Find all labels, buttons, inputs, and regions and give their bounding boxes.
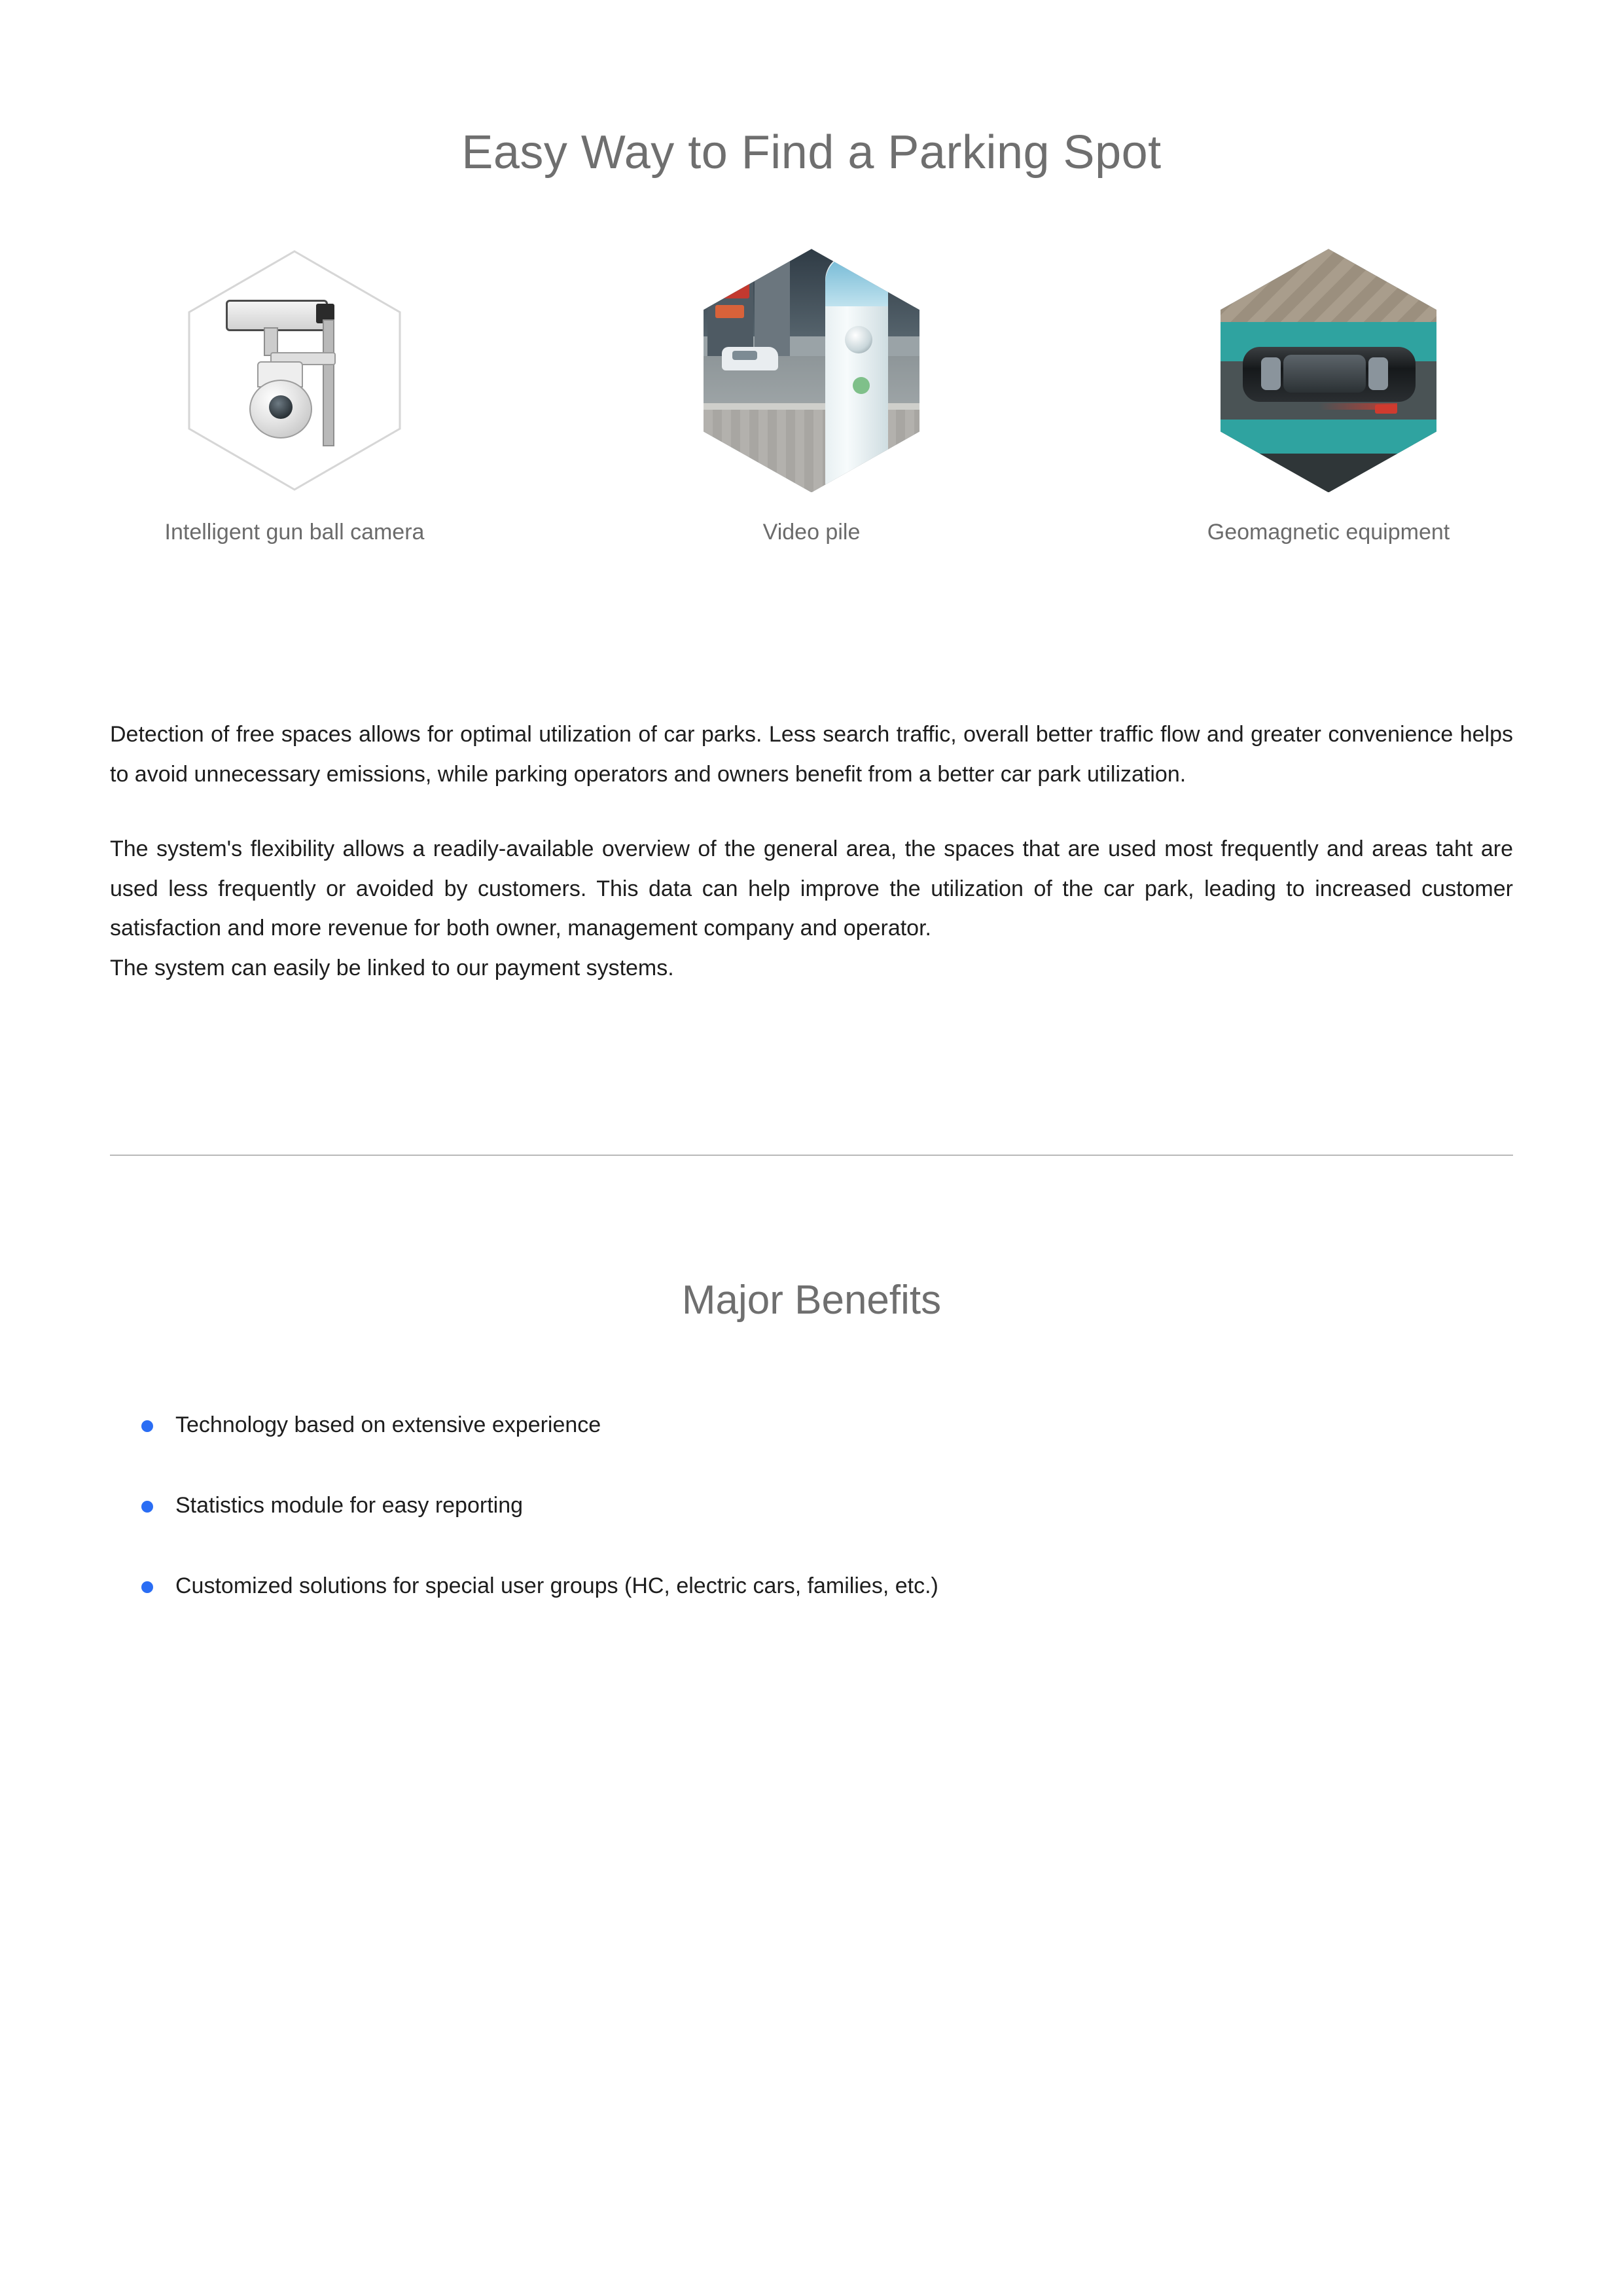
feature-row — [110, 243, 1513, 548]
hex-frame-video-pile — [694, 243, 929, 498]
benefit-text: Technology based on extensive experience — [175, 1412, 601, 1438]
list-item — [110, 1408, 1513, 1442]
body-paragraph-1: Detection of free spaces allows for optimal utilization of car parks. Less search traffic, overall better traffic flow and greater convenience helps to avoid unnecessary emissions, while parking operators and owners benefit from a better car park utilization. — [110, 722, 1513, 787]
page-title: Easy Way to Find a Parking Spot — [461, 126, 1162, 179]
video-pile-icon — [704, 249, 919, 492]
list-item — [110, 1489, 1513, 1522]
bullet-icon — [141, 1420, 153, 1432]
geomagnetic-equipment-icon — [1221, 249, 1436, 492]
hex-frame-camera — [177, 243, 412, 498]
gun-ball-camera-icon — [187, 249, 402, 492]
feature-caption: Video pile — [762, 520, 861, 545]
body-text — [110, 715, 1513, 988]
bullet-icon — [141, 1501, 153, 1513]
benefit-text: Customized solutions for special user groups (HC, electric cars, families, etc.) — [175, 1573, 938, 1599]
bullet-icon — [141, 1581, 153, 1593]
feature-caption: Intelligent gun ball camera — [164, 520, 425, 545]
hex-frame-geomagnetic — [1211, 243, 1446, 498]
benefits-list — [110, 1323, 1513, 1603]
benefits-heading: Major Benefits — [681, 1278, 942, 1323]
body-paragraph-3: The system can easily be linked to our payment systems. — [110, 955, 674, 980]
list-item — [110, 1570, 1513, 1603]
feature-item — [1171, 243, 1486, 548]
feature-caption: Geomagnetic equipment — [1207, 520, 1450, 545]
feature-item — [137, 243, 452, 548]
benefit-text: Statistics module for easy reporting — [175, 1493, 524, 1518]
feature-item — [654, 243, 969, 548]
body-paragraph-2: The system's flexibility allows a readily-available overview of the general area, the spaces that are used most frequently and areas taht are used less frequently or avoided by customers. This data can help improve the utilization of the car park, leading to increased customer satisfaction and more revenue for both owner, management company and operator. — [110, 836, 1513, 941]
